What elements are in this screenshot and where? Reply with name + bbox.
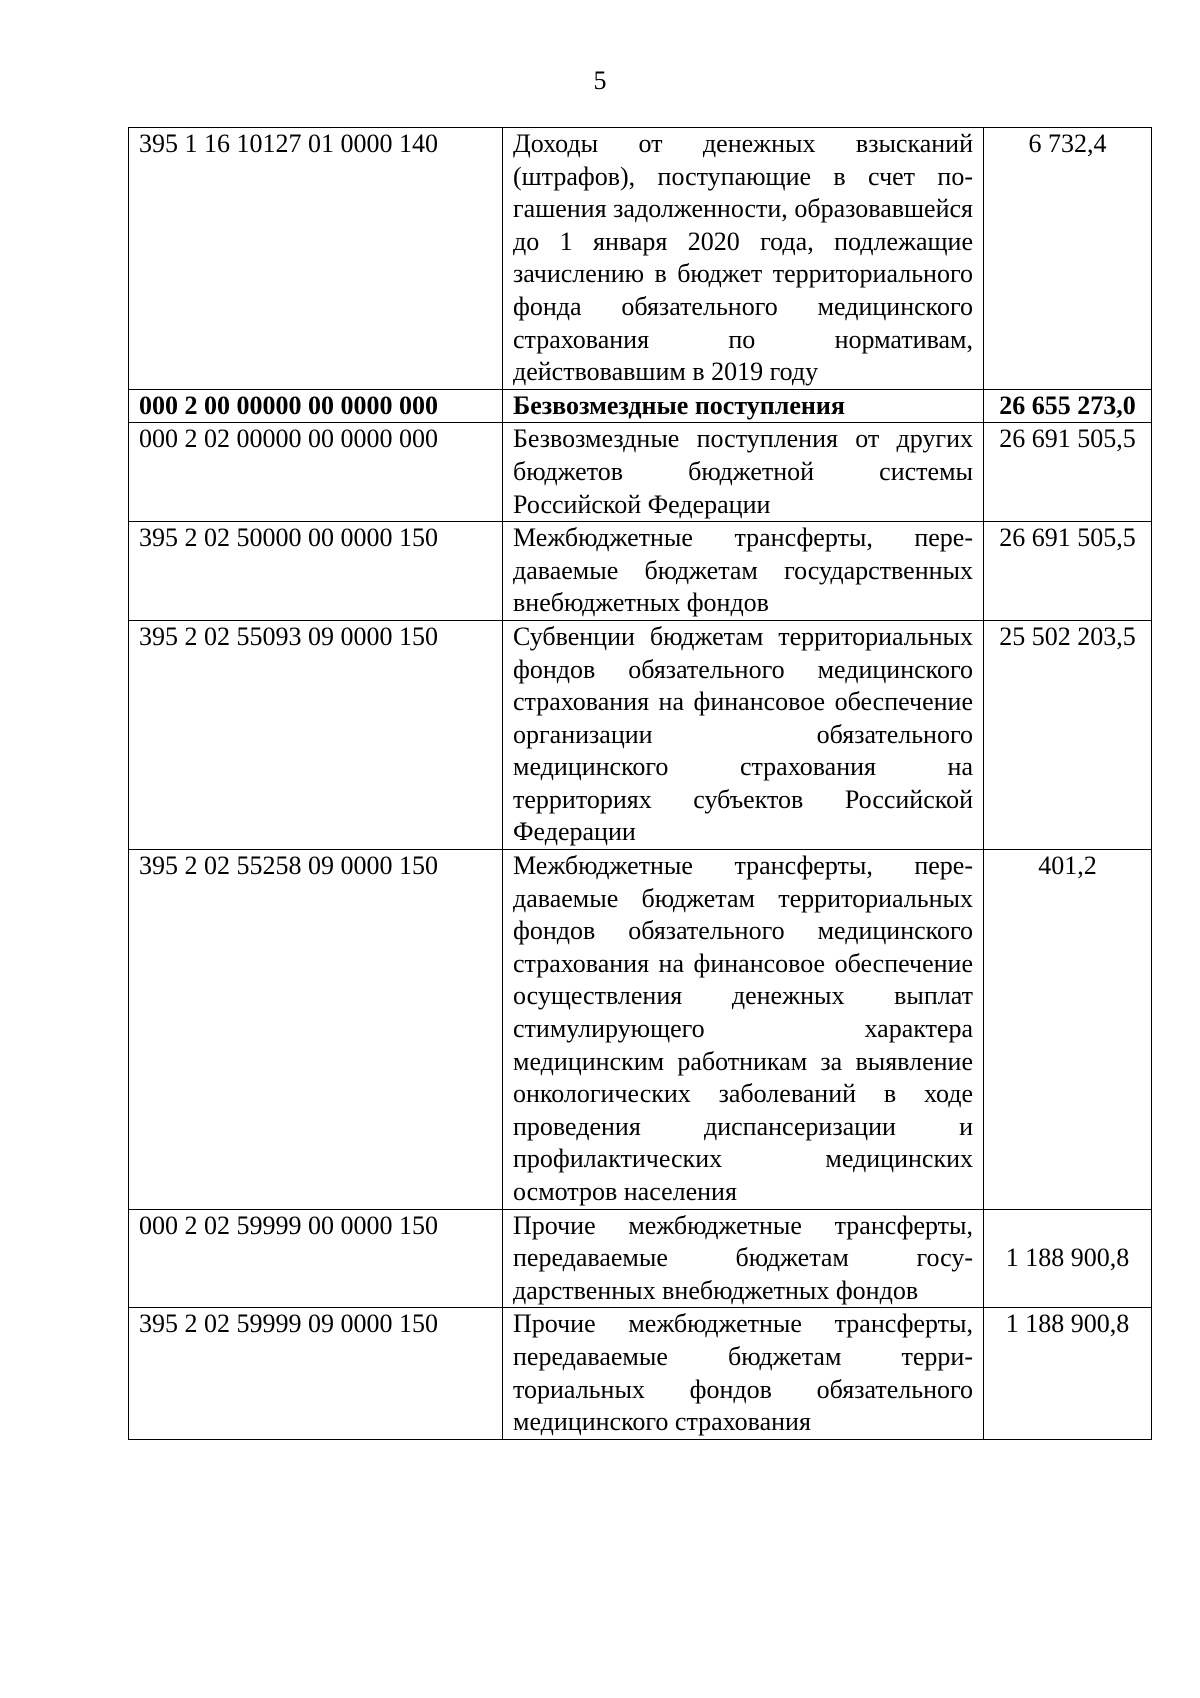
budget-code: 395 2 02 55258 09 0000 150 (129, 850, 503, 1210)
amount: 1 188 900,8 (984, 1209, 1152, 1308)
revenue-name: Субвенции бюджетам территориальных фондов обязательного медицинского страхования на финансовое обеспечение организации обязательного медицинского страхования на территориях субъектов Российской Федерации (503, 620, 984, 849)
table-row-total (129, 389, 1152, 423)
page-number: 5 (593, 66, 607, 95)
budget-code: 395 2 02 55093 09 0000 150 (129, 620, 503, 849)
amount: 26 691 505,5 (984, 522, 1152, 621)
budget-code: 000 2 02 00000 00 0000 000 (129, 423, 503, 522)
revenue-name: Безвозмездные поступления от других бюджетов бюджетной системы Российской Федерации (503, 423, 984, 522)
amount: 1 188 900,8 (984, 1308, 1152, 1439)
amount: 26 655 273,0 (984, 389, 1152, 423)
amount: 25 502 203,5 (984, 620, 1152, 849)
budget-code: 395 1 16 10127 01 0000 140 (129, 128, 503, 390)
table-row (129, 128, 1152, 390)
table-row (129, 620, 1152, 849)
table-row (129, 1308, 1152, 1439)
revenue-name: Межбюджетные трансферты, передаваемые бюджетам государственных внебюджетных фондов (503, 522, 984, 621)
revenue-name: Безвозмездные поступления (503, 389, 984, 423)
revenue-name: Прочие межбюджетные трансферты, передаваемые бюджетам государственных внебюджетных фондов (503, 1209, 984, 1308)
table-row (129, 850, 1152, 1210)
amount: 6 732,4 (984, 128, 1152, 390)
budget-code: 000 2 02 59999 00 0000 150 (129, 1209, 503, 1308)
table-row (129, 522, 1152, 621)
table-row (129, 1209, 1152, 1308)
table-row (129, 423, 1152, 522)
revenue-name: Межбюджетные трансферты, передаваемые бюджетам территориальных фондов обязательного медицинского страхования на финансовое обеспечение осуществления денежных выплат стимулирующего характера медицинским работникам за выявление онкологических заболеваний в ходе проведения диспансеризации и профилактических медицинских осмотров населения (503, 850, 984, 1210)
amount: 26 691 505,5 (984, 423, 1152, 522)
amount: 401,2 (984, 850, 1152, 1210)
revenue-name: Доходы от денежных взысканий (штрафов), поступающие в счет погашения задолженности, образовавшейся до 1 января 2020 года, подлежащие зачислению в бюджет территориального фонда обязательного медицинского страхования по нормативам, действовавшим в 2019 году (503, 128, 984, 390)
budget-code: 395 2 02 50000 00 0000 150 (129, 522, 503, 621)
revenue-name: Прочие межбюджетные трансферты, передаваемые бюджетам территориальных фондов обязательного медицинского страхования (503, 1308, 984, 1439)
revenue-table (128, 127, 1152, 1440)
budget-code: 395 2 02 59999 09 0000 150 (129, 1308, 503, 1439)
budget-code: 000 2 00 00000 00 0000 000 (129, 389, 503, 423)
